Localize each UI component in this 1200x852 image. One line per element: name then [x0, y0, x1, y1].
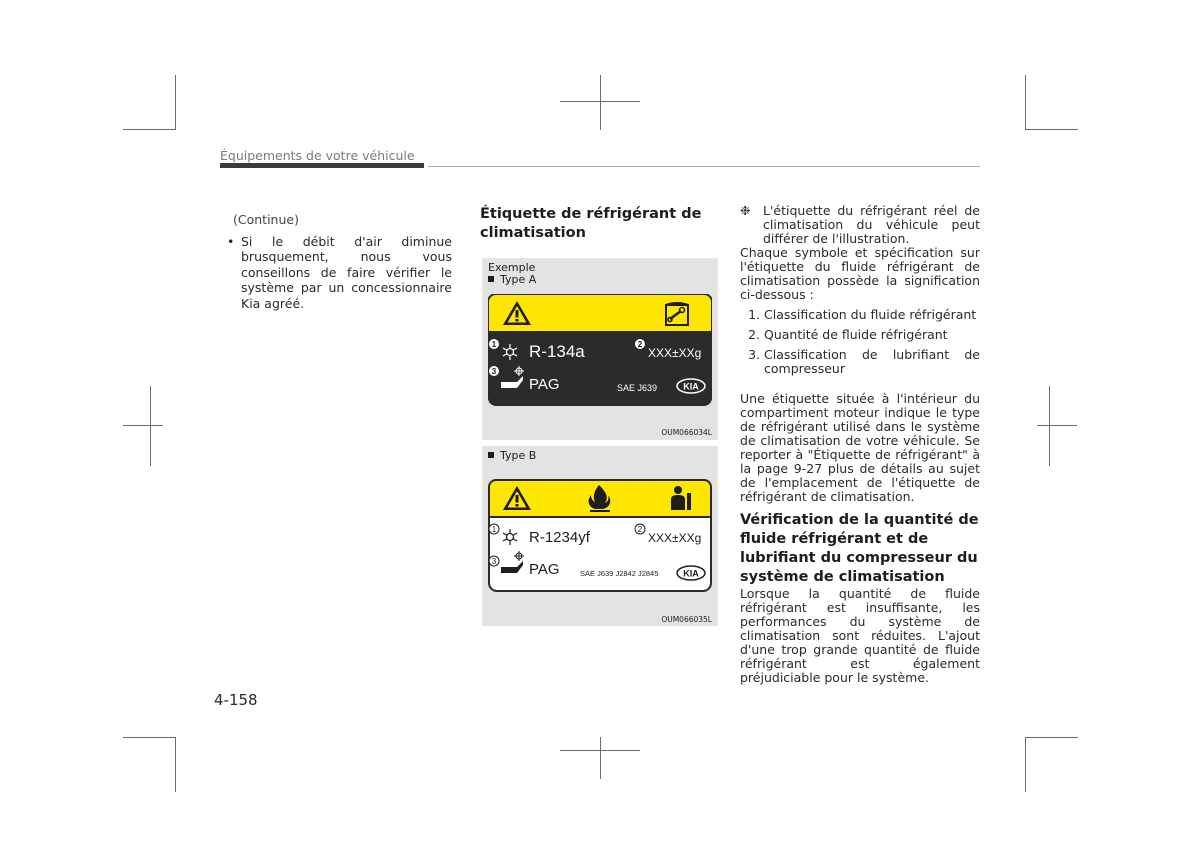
- type-b-label: Type B: [488, 449, 536, 462]
- svg-text:KIA: KIA: [683, 381, 699, 392]
- right-column: [740, 204, 980, 685]
- note: [740, 204, 980, 246]
- figure-type-b: [482, 446, 718, 626]
- continue-label: (Continue): [233, 212, 299, 227]
- label-section-title: Étiquette de réfrigérant de climatisation: [480, 206, 702, 241]
- figure-code: OUM066035L: [661, 615, 712, 624]
- check-section-title: Vérification de la quantité de fluide réfrigérant et de lubrifiant du compresseur du système de climatisation: [740, 512, 979, 585]
- list-item: 1. Classification du fluide réfrigérant: [748, 307, 977, 322]
- numbered-list: [740, 308, 980, 376]
- running-header: Équipements de votre véhicule: [220, 148, 415, 163]
- list-item: 3. Classification de lubrifiant de compresseur: [748, 347, 980, 376]
- note-text: L'étiquette du réfrigérant réel de climatisation du véhicule peut différer de l'illustration.: [763, 203, 980, 246]
- marker-1: 1: [491, 340, 497, 349]
- refrigerant-label-b: [488, 479, 712, 593]
- marker-3: 3: [491, 557, 497, 566]
- type-a-label: Type A: [488, 273, 536, 286]
- marker-1: 1: [491, 525, 497, 534]
- bullet-text: Si le débit d'air diminue brusquement, nous vous conseillons de faire vérifier le système par un concessionnaire Kia agréé.: [241, 233, 452, 311]
- figure-code: OUM066034L: [661, 428, 712, 437]
- standard-code: SAE J639 J2842 J2845: [580, 569, 659, 578]
- marker-2: 2: [637, 340, 643, 349]
- body-paragraph: Une étiquette située à l'intérieur du compartiment moteur indique le type de réfrigérant utilisé dans le système de climatisation de votre véhicule. Se reporter à "Étiquette de réfrigérant" à la page 9-27 plus de détails au sujet de l'emplacement de l'étiquette de réfrigérant de climatisation.: [740, 391, 980, 504]
- header-rule: [428, 166, 980, 167]
- refrigerant-quantity: XXX±XXg: [648, 346, 702, 360]
- check-section-text: Lorsque la quantité de fluide réfrigérant est insuffisante, les performances du système de climatisation sont réduites. L'ajout d'une trop grande quantité de fluide réfrigérant est également préjudiciable pour le système.: [740, 586, 980, 685]
- intro-paragraph: Chaque symbole et spécification sur l'étiquette du fluide réfrigérant de climatisation possède la signification ci-dessous :: [740, 245, 980, 302]
- svg-text:KIA: KIA: [683, 568, 699, 579]
- bullet-symbol: •: [227, 233, 235, 249]
- marker-2: 2: [637, 525, 643, 534]
- refrigerant-label-a: [488, 294, 712, 408]
- refrigerant-name: R-1234yf: [529, 529, 590, 546]
- figure-type-a: [482, 258, 718, 440]
- header-bar: [220, 163, 424, 168]
- lubricant-name: PAG: [529, 561, 560, 578]
- lubricant-name: PAG: [529, 376, 560, 393]
- note-symbol: ❉: [740, 203, 751, 218]
- example-label: Exemple: [488, 261, 536, 274]
- list-item: 2. Quantité de fluide réfrigérant: [748, 327, 948, 342]
- bullet-item: [222, 234, 452, 312]
- refrigerant-quantity: XXX±XXg: [648, 531, 702, 545]
- marker-3: 3: [491, 367, 497, 376]
- left-column: [222, 212, 452, 311]
- page-number: 4-158: [214, 691, 258, 709]
- standard-code: SAE J639: [617, 383, 658, 393]
- refrigerant-name: R-134a: [529, 342, 585, 361]
